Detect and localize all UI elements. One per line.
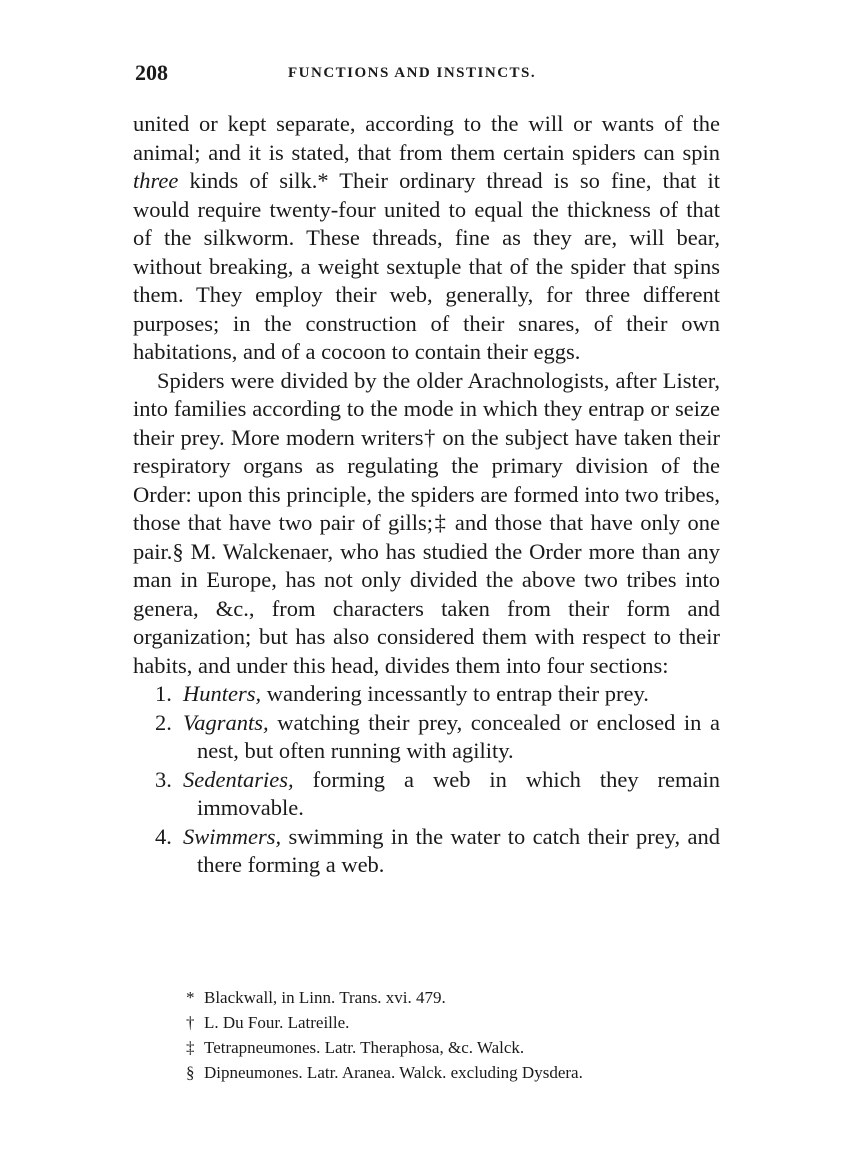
footnote-text: Dipneumones. Latr. Aranea. Walck. excluding Dysdera. <box>204 1063 583 1082</box>
footnote <box>186 1010 720 1035</box>
list-item <box>133 680 720 709</box>
footnotes <box>186 985 720 1085</box>
text-run-italic: three <box>133 168 179 193</box>
text-run: kinds of silk.* Their ordinary thread is so fine, that it would require twenty-four united to equal the thickness of that of the silkworm. These threads, fine as they are, will bear, without breaking, a weight sextuple that of the spider that spins them. They employ their web, generally, for three different purposes; in the construction of their snares, of their own habitations, and of a cocoon to contain their eggs. <box>133 168 720 364</box>
footnote <box>186 985 720 1010</box>
list-number: 1. <box>155 681 172 706</box>
list-term: Hunters, <box>183 681 262 706</box>
text-run: united or kept separate, according to the will or wants of the animal; and it is stated, that from them certain spiders can spin <box>133 111 720 165</box>
footnote-text: L. Du Four. Latreille. <box>204 1013 350 1032</box>
list-item <box>133 709 720 766</box>
footnote-mark: ‡ <box>186 1038 195 1057</box>
paragraph-classification <box>133 367 720 681</box>
list-term: Swimmers, <box>183 823 282 849</box>
page-number: 208 <box>135 60 168 85</box>
list-description: watching their prey, concealed or enclosed in a nest, but often running with agility. <box>197 709 720 763</box>
list-number: 3. <box>155 766 172 792</box>
list-description: swimming in the water to catch their prey, and there forming a web. <box>197 823 720 877</box>
footnote-mark: * <box>186 988 195 1007</box>
list-term: Vagrants, <box>183 709 269 735</box>
list-number: 2. <box>155 709 172 735</box>
paragraph-silk <box>133 110 720 367</box>
list-number: 4. <box>155 823 172 849</box>
text-run: Spiders were divided by the older Arachnologists, after Lister, into families according to the mode in which they entrap or seize their prey. More modern writers† on the subject have taken their respiratory organs as regulating the primary division of the Order: upon this principle, the spiders are formed into two tribes, those that have two pair of gills;‡ and those that have only one pair.§ M. Walckenaer, who has studied the Order more than any man in Europe, has not only divided the above two tribes into genera, &c., from characters taken from their form and organization; but has also considered them with respect to their habits, and under this head, divides them into four sections: <box>133 367 720 678</box>
list-term: Sedentaries, <box>183 766 294 792</box>
footnote-text: Blackwall, in Linn. Trans. xvi. 479. <box>204 988 446 1007</box>
footnote-mark: † <box>186 1013 195 1032</box>
footnote <box>186 1035 720 1060</box>
footnote-text: Tetrapneumones. Latr. Theraphosa, &c. Walck. <box>204 1038 525 1057</box>
footnote <box>186 1060 720 1085</box>
page-header <box>135 60 720 90</box>
running-head: FUNCTIONS AND INSTINCTS. <box>288 65 537 81</box>
body-text <box>133 110 720 880</box>
sections-list <box>133 680 720 880</box>
list-item <box>133 823 720 880</box>
list-description: wandering incessantly to entrap their prey. <box>261 681 649 706</box>
footnote-mark: § <box>186 1063 195 1082</box>
list-description: forming a web in which they remain immovable. <box>197 766 720 820</box>
list-item <box>133 766 720 823</box>
